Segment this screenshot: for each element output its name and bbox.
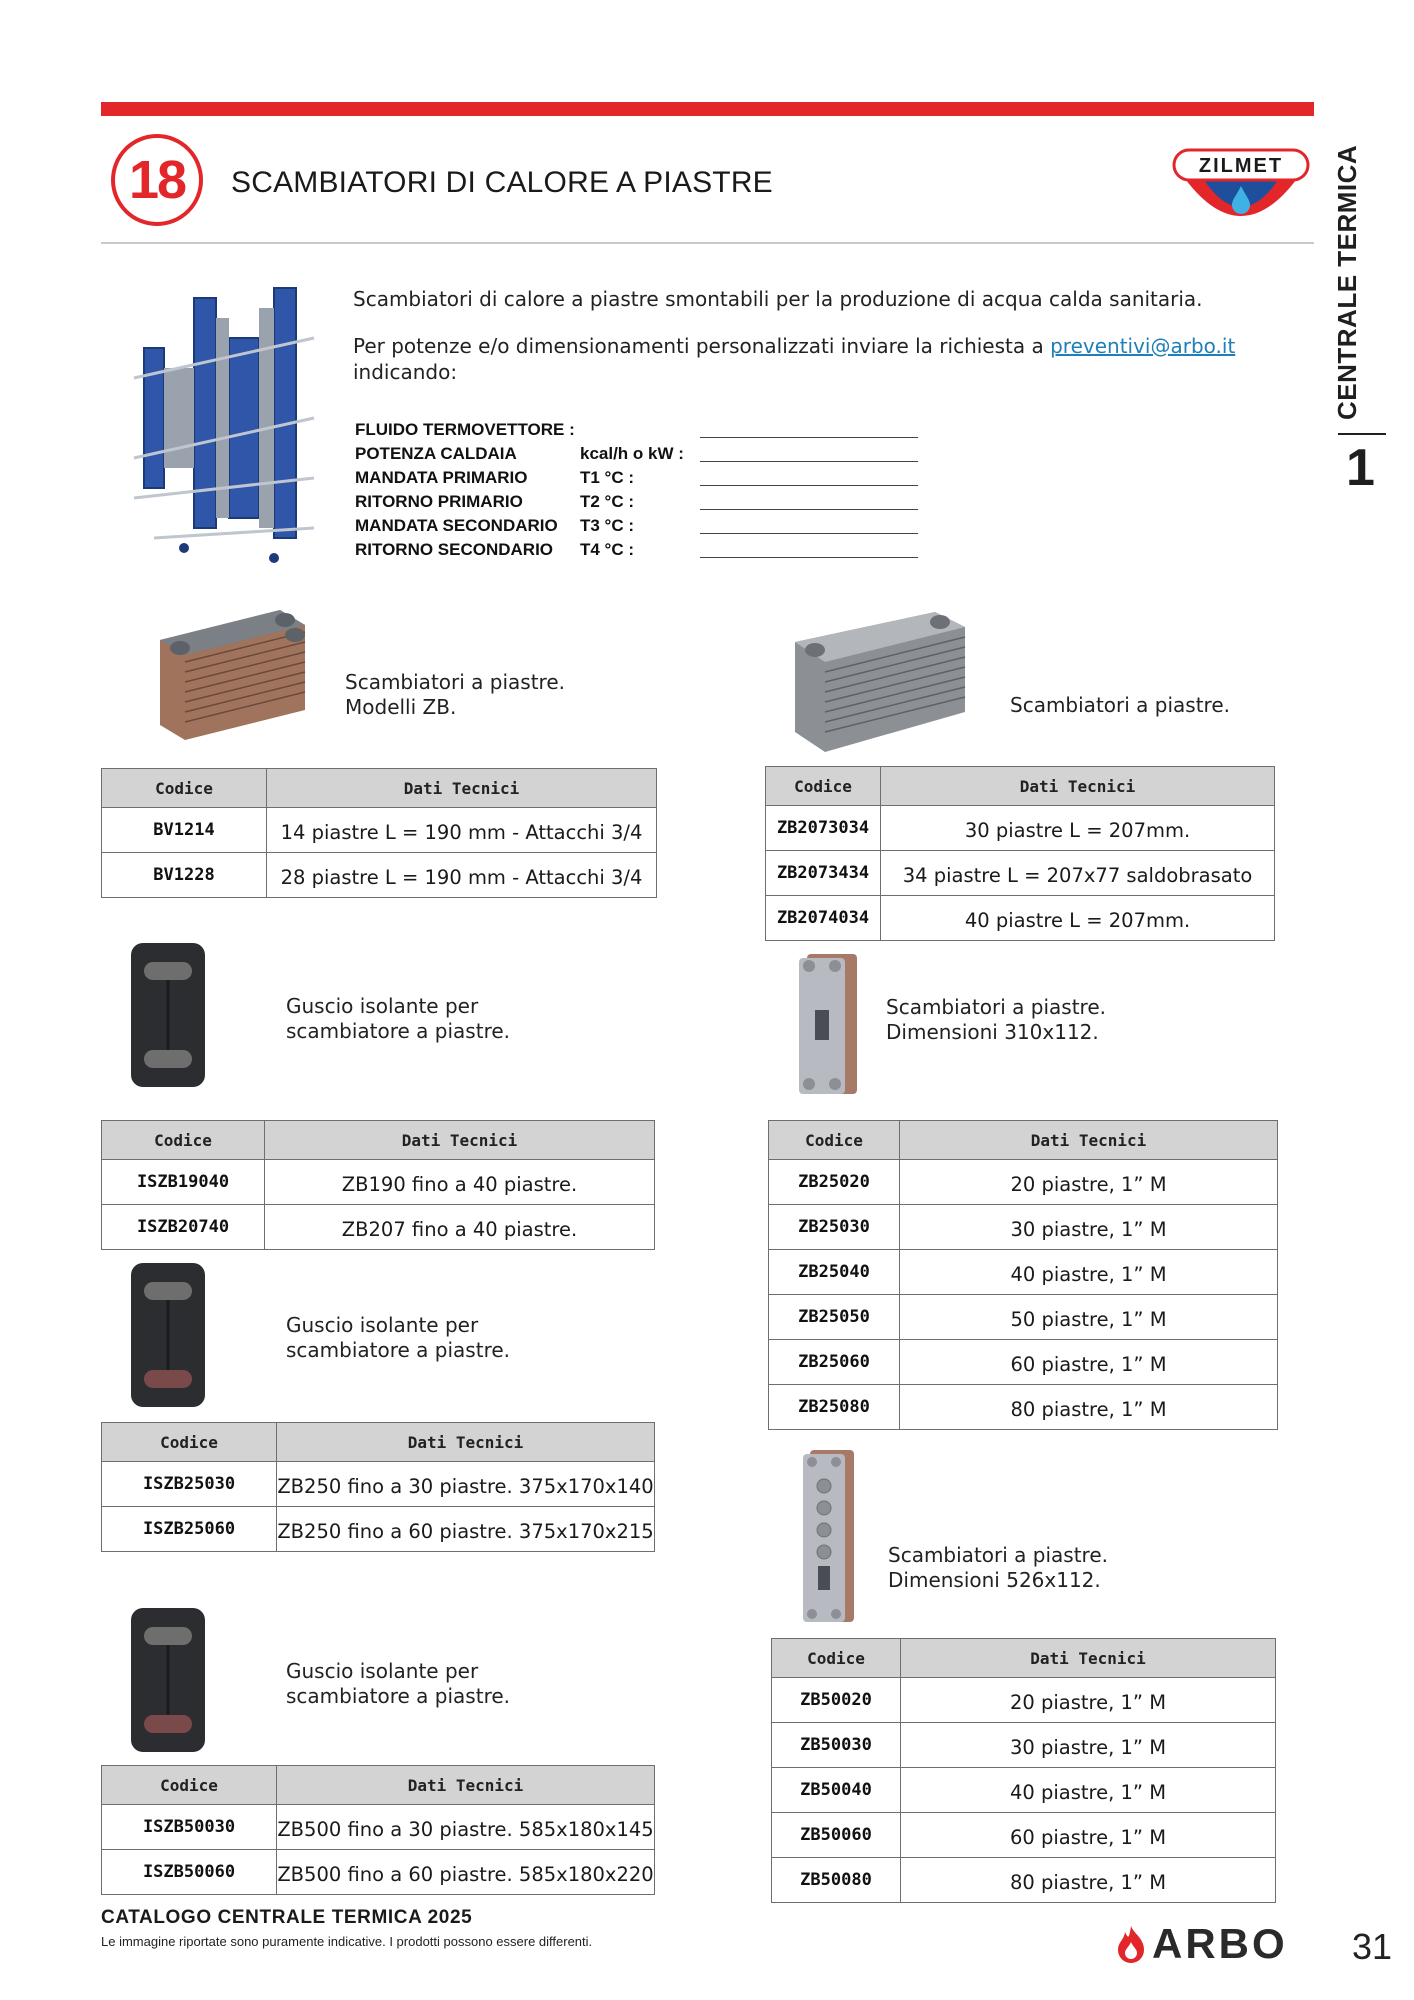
form-input-line[interactable] xyxy=(700,485,918,486)
product-code-cell: ZB50080 xyxy=(772,1858,901,1903)
column-header-code: Codice xyxy=(102,1423,277,1462)
product-code-cell: ZB2074034 xyxy=(766,896,881,941)
iszb1-caption-line-1: Guscio isolante per xyxy=(286,994,479,1018)
iszb2-table xyxy=(101,1422,655,1552)
technical-data-cell: 80 piastre, 1” M xyxy=(901,1858,1276,1903)
form-unit: T3 °C : xyxy=(580,516,635,535)
zb250-image xyxy=(795,950,865,1100)
table-header-row xyxy=(102,1766,655,1805)
technical-data-cell: ZB250 fino a 30 piastre. 375x170x140 xyxy=(277,1462,655,1507)
form-row xyxy=(355,420,925,444)
technical-data-cell: 30 piastre, 1” M xyxy=(901,1723,1276,1768)
bv-caption-line-2: Modelli ZB. xyxy=(345,695,457,719)
product-code-cell: ZB50060 xyxy=(772,1813,901,1858)
table-row xyxy=(102,1462,655,1507)
technical-data-cell: 30 piastre, 1” M xyxy=(900,1205,1278,1250)
technical-data-cell: 40 piastre, 1” M xyxy=(901,1768,1276,1813)
table-row xyxy=(766,806,1275,851)
iszb3-caption-line-1: Guscio isolante per xyxy=(286,1659,479,1683)
table-row xyxy=(769,1250,1278,1295)
intro-line-1: Scambiatori di calore a piastre smontabili per la produzione di acqua calda sanitaria. xyxy=(353,287,1203,311)
column-header-data: Dati Tecnici xyxy=(277,1766,655,1805)
table-row xyxy=(772,1723,1276,1768)
email-link[interactable]: preventivi@arbo.it xyxy=(1050,334,1236,358)
product-code-cell: ZB25030 xyxy=(769,1205,900,1250)
table-header-row xyxy=(102,1423,655,1462)
bv-caption xyxy=(345,670,565,720)
product-code-cell: ZB50020 xyxy=(772,1678,901,1723)
zb500-caption xyxy=(888,1543,1108,1593)
iszb1-caption xyxy=(286,994,510,1044)
table-row xyxy=(772,1858,1276,1903)
form-row xyxy=(355,540,925,564)
zilmet-logo-text: ZILMET xyxy=(1198,155,1284,177)
header-red-bar xyxy=(101,102,1314,116)
table-row xyxy=(769,1340,1278,1385)
table-row xyxy=(772,1678,1276,1723)
insulation-shell-image-1 xyxy=(128,940,208,1090)
iszb3-table xyxy=(101,1765,655,1895)
column-header-data: Dati Tecnici xyxy=(267,769,657,808)
zb500-image xyxy=(800,1446,860,1626)
zb207-table xyxy=(765,766,1275,941)
side-section-label: CENTRALE TERMICA xyxy=(1332,144,1362,420)
bv-caption-line-1: Scambiatori a piastre. xyxy=(345,670,565,694)
table-row xyxy=(766,851,1275,896)
table-row xyxy=(769,1205,1278,1250)
technical-data-cell: 40 piastre, 1” M xyxy=(900,1250,1278,1295)
iszb2-caption xyxy=(286,1313,510,1363)
plate-exchanger-large-image xyxy=(124,278,324,568)
column-header-code: Codice xyxy=(102,769,267,808)
side-divider xyxy=(1338,433,1386,435)
technical-data-cell: 14 piastre L = 190 mm - Attacchi 3/4 xyxy=(267,808,657,853)
table-row xyxy=(772,1768,1276,1813)
form-input-line[interactable] xyxy=(700,509,918,510)
column-header-code: Codice xyxy=(102,1121,265,1160)
iszb3-caption xyxy=(286,1659,510,1709)
header-divider xyxy=(101,242,1314,244)
zb250-caption xyxy=(886,995,1106,1045)
flame-icon xyxy=(1114,1924,1148,1964)
column-header-data: Dati Tecnici xyxy=(265,1121,655,1160)
intro-line-2-prefix: Per potenze e/o dimensionamenti personalizzati inviare la richiesta a xyxy=(353,334,1051,358)
arbo-logo xyxy=(1114,1920,1288,1968)
zb207-image xyxy=(785,602,970,762)
footer-catalog-title: CATALOGO CENTRALE TERMICA 2025 xyxy=(101,1907,473,1928)
zb500-table xyxy=(771,1638,1276,1903)
zb250-caption-line-1: Scambiatori a piastre. xyxy=(886,995,1106,1019)
zb500-caption-line-2: Dimensioni 526x112. xyxy=(888,1568,1101,1592)
table-row xyxy=(102,808,657,853)
form-label: POTENZA CALDAIA xyxy=(355,444,517,463)
form-label: MANDATA PRIMARIO xyxy=(355,468,528,487)
zilmet-logo xyxy=(1166,142,1316,232)
table-row xyxy=(102,1850,655,1895)
form-unit: T1 °C : xyxy=(580,468,635,487)
table-header-row xyxy=(102,769,657,808)
iszb2-caption-line-1: Guscio isolante per xyxy=(286,1313,479,1337)
bv-table xyxy=(101,768,657,898)
form-row xyxy=(355,492,925,516)
table-header-row xyxy=(766,767,1275,806)
form-input-line[interactable] xyxy=(700,437,918,438)
technical-data-cell: ZB207 fino a 40 piastre. xyxy=(265,1205,655,1250)
form-label: FLUIDO TERMOVETTORE : xyxy=(355,420,575,439)
form-input-line[interactable] xyxy=(700,533,918,534)
product-code-cell: ZB2073434 xyxy=(766,851,881,896)
table-row xyxy=(102,1805,655,1850)
column-header-data: Dati Tecnici xyxy=(901,1639,1276,1678)
form-input-line[interactable] xyxy=(700,557,918,558)
technical-data-cell: ZB500 fino a 30 piastre. 585x180x145 xyxy=(277,1805,655,1850)
product-code-cell: ZB25020 xyxy=(769,1160,900,1205)
product-code-cell: ZB50030 xyxy=(772,1723,901,1768)
column-header-data: Dati Tecnici xyxy=(277,1423,655,1462)
table-header-row xyxy=(772,1639,1276,1678)
technical-data-cell: 28 piastre L = 190 mm - Attacchi 3/4 xyxy=(267,853,657,898)
product-code-cell: ISZB25060 xyxy=(102,1507,277,1552)
product-code-cell: ZB2073034 xyxy=(766,806,881,851)
table-header-row xyxy=(102,1121,655,1160)
table-row xyxy=(772,1813,1276,1858)
column-header-code: Codice xyxy=(769,1121,900,1160)
technical-data-cell: 60 piastre, 1” M xyxy=(900,1340,1278,1385)
product-code-cell: ZB25060 xyxy=(769,1340,900,1385)
request-form xyxy=(355,420,925,564)
form-row xyxy=(355,468,925,492)
technical-data-cell: ZB190 fino a 40 piastre. xyxy=(265,1160,655,1205)
table-row xyxy=(769,1295,1278,1340)
technical-data-cell: 80 piastre, 1” M xyxy=(900,1385,1278,1430)
technical-data-cell: ZB250 fino a 60 piastre. 375x170x215 xyxy=(277,1507,655,1552)
iszb3-caption-line-2: scambiatore a piastre. xyxy=(286,1684,511,1708)
technical-data-cell: ZB500 fino a 60 piastre. 585x180x220 xyxy=(277,1850,655,1895)
iszb1-table xyxy=(101,1120,655,1250)
product-code-cell: ZB25080 xyxy=(769,1385,900,1430)
product-code-cell: ISZB20740 xyxy=(102,1205,265,1250)
product-code-cell: ZB25050 xyxy=(769,1295,900,1340)
zb207-caption: Scambiatori a piastre. xyxy=(1010,693,1230,717)
arbo-logo-text: ARBO xyxy=(1152,1920,1288,1967)
side-section-number: 1 xyxy=(1346,439,1375,497)
product-code-cell: BV1228 xyxy=(102,853,267,898)
column-header-code: Codice xyxy=(766,767,881,806)
table-row xyxy=(769,1160,1278,1205)
form-unit: T4 °C : xyxy=(580,540,635,559)
zb250-caption-line-2: Dimensioni 310x112. xyxy=(886,1020,1099,1044)
technical-data-cell: 40 piastre L = 207mm. xyxy=(881,896,1275,941)
column-header-code: Codice xyxy=(772,1639,901,1678)
technical-data-cell: 60 piastre, 1” M xyxy=(901,1813,1276,1858)
iszb2-caption-line-2: scambiatore a piastre. xyxy=(286,1338,511,1362)
table-row xyxy=(102,853,657,898)
section-number-badge: 18 xyxy=(111,134,203,226)
product-code-cell: ISZB50030 xyxy=(102,1805,277,1850)
form-row xyxy=(355,444,925,468)
table-row xyxy=(102,1160,655,1205)
zb250-table xyxy=(768,1120,1278,1430)
column-header-code: Codice xyxy=(102,1766,277,1805)
product-code-cell: ZB50040 xyxy=(772,1768,901,1813)
table-row xyxy=(769,1385,1278,1430)
table-row xyxy=(766,896,1275,941)
product-code-cell: ISZB19040 xyxy=(102,1160,265,1205)
technical-data-cell: 30 piastre L = 207mm. xyxy=(881,806,1275,851)
table-row xyxy=(102,1205,655,1250)
product-code-cell: ISZB25030 xyxy=(102,1462,277,1507)
form-label: MANDATA SECONDARIO xyxy=(355,516,558,535)
table-header-row xyxy=(769,1121,1278,1160)
form-row xyxy=(355,516,925,540)
form-unit: kcal/h o kW : xyxy=(580,444,684,463)
technical-data-cell: 50 piastre, 1” M xyxy=(900,1295,1278,1340)
column-header-data: Dati Tecnici xyxy=(881,767,1275,806)
footer-disclaimer: Le immagine riportate sono puramente indicative. I prodotti possono essere differenti. xyxy=(101,1934,593,1949)
form-label: RITORNO SECONDARIO xyxy=(355,540,554,559)
zb500-caption-line-1: Scambiatori a piastre. xyxy=(888,1543,1108,1567)
product-code-cell: BV1214 xyxy=(102,808,267,853)
form-unit: T2 °C : xyxy=(580,492,635,511)
intro-line-2 xyxy=(353,334,1235,358)
form-input-line[interactable] xyxy=(700,461,918,462)
table-row xyxy=(102,1507,655,1552)
page-title: SCAMBIATORI DI CALORE A PIASTRE xyxy=(231,166,773,199)
technical-data-cell: 34 piastre L = 207x77 saldobrasato xyxy=(881,851,1275,896)
zb-small-image xyxy=(140,600,310,745)
form-label: RITORNO PRIMARIO xyxy=(355,492,523,511)
intro-line-3: indicando: xyxy=(353,360,458,384)
insulation-shell-image-3 xyxy=(128,1605,208,1755)
iszb1-caption-line-2: scambiatore a piastre. xyxy=(286,1019,511,1043)
product-code-cell: ZB25040 xyxy=(769,1250,900,1295)
technical-data-cell: 20 piastre, 1” M xyxy=(901,1678,1276,1723)
product-code-cell: ISZB50060 xyxy=(102,1850,277,1895)
technical-data-cell: 20 piastre, 1” M xyxy=(900,1160,1278,1205)
insulation-shell-image-2 xyxy=(128,1260,208,1410)
page-number: 31 xyxy=(1352,1926,1393,1967)
column-header-data: Dati Tecnici xyxy=(900,1121,1278,1160)
